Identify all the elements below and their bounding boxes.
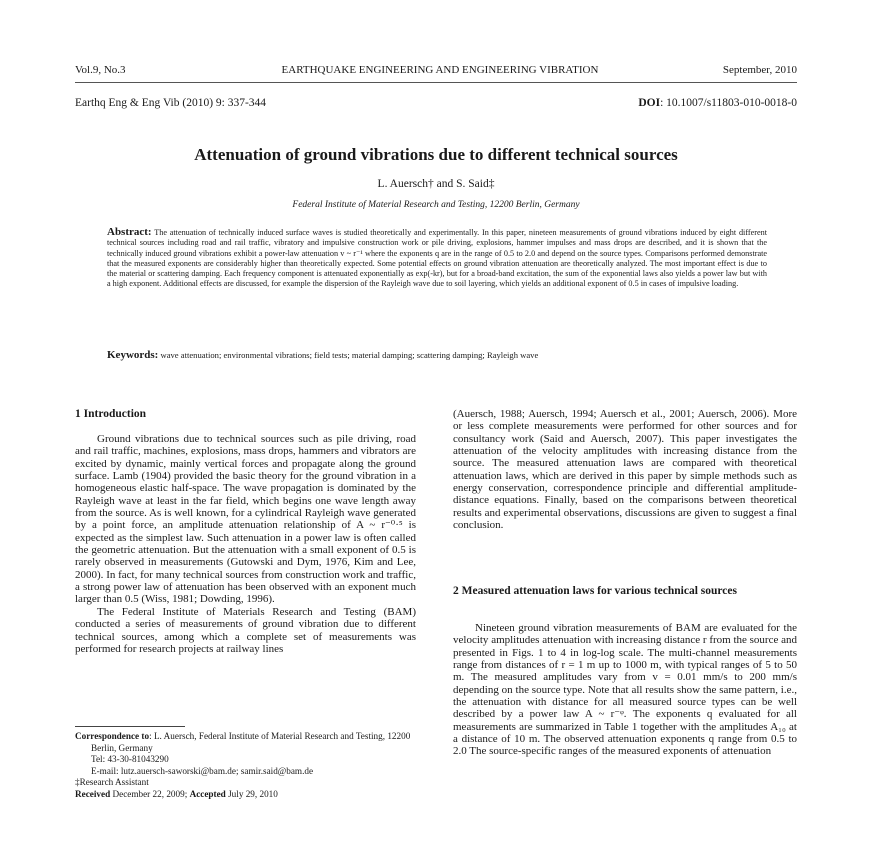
journal-volume: Vol.9, No.3: [75, 64, 126, 76]
received-label: Received: [75, 788, 111, 799]
received-date: December 22, 2009;: [110, 788, 190, 799]
accepted-date: July 29, 2010: [225, 788, 278, 799]
section-2-body: [453, 622, 797, 758]
doi: [638, 97, 797, 109]
abstract: [107, 227, 767, 290]
journal-name: EARTHQUAKE ENGINEERING AND ENGINEERING VIBRATION: [281, 64, 599, 76]
footnote-rule: [75, 726, 185, 727]
section-2-heading: 2 Measured attenuation laws for various technical sources: [453, 585, 737, 597]
citation: Earthq Eng & Eng Vib (2010) 9: 337-344: [75, 97, 267, 109]
keywords-label: Keywords:: [107, 349, 159, 361]
left-column-body: [75, 433, 416, 655]
telephone: Tel: 43-30-81043290: [91, 754, 169, 765]
right-column-continued: [453, 408, 797, 531]
intro-paragraph-2: The Federal Institute of Materials Research and Testing (BAM) conducted a series of measurements of ground vibration due to different technical sources, among which a complete set of measurements was performed for research projects at railway lines: [75, 605, 416, 655]
correspondence-note: [75, 731, 416, 754]
journal-date: September, 2010: [722, 64, 797, 76]
keywords: [107, 350, 767, 360]
abstract-label: Abstract:: [107, 226, 152, 238]
accepted-label: Accepted: [189, 788, 226, 799]
section-2-paragraph: Nineteen ground vibration measurements of BAM are evaluated for the velocity amplitudes attenuation with increasing distance r from the source and presented in Figs. 1 to 4 in log-log scale. The multi-channel measurements range from distances of r = 1 m up to 1000 m, with typical ranges of 5 to 50 m. The measured amplitudes vary from v = 0.01 mm/s to 200 mm/s depending on the source type. Note that all results show the same pattern, i.e., the attenuation with distance for all measured source types can be well described by a power law A ~ r⁻ᵠ. The exponents q evaluated for all measurements are summarized in Table 1 together with the amplitudes A₁₀ at a distance of 10 m. The observed attenuation exponents q range from 0.5 to 2.0 The source-specific ranges of the measured exponents of attenuation: [453, 622, 797, 758]
research-assistant-note: ‡Research Assistant: [75, 777, 149, 788]
paper-authors: L. Auersch† and S. Said‡: [377, 178, 495, 190]
correspondence-label: Correspondence to: [75, 731, 150, 741]
keywords-text: wave attenuation; environmental vibrations; field tests; material damping; scattering damping; Rayleigh wave: [160, 350, 539, 360]
footnotes: [75, 731, 416, 801]
correspondence-text: : L. Auersch, Federal Institute of Material Research and Testing, 12200 Berlin, Germany: [91, 731, 411, 753]
doi-label: DOI: [638, 97, 661, 109]
intro-paragraph-continued: (Auersch, 1988; Auersch, 1994; Auersch et al., 2001; Auersch, 2006). More or less complete measurements were performed for other sources and for consultancy work (Said and Auersch, 2007). This paper investigates the attenuation of the velocity amplitudes with increasing distance from the source. The measured attenuation laws are compared with theoretical attenuation laws, which are derived in this paper by simple methods such as energy conservation, correspondence principle and differential amplitude-distance equations. Finally, based on the comparisons between theoretical results and experimental observations, discussions are given to suggest a final conclusion.: [453, 408, 797, 532]
abstract-text: The attenuation of technically induced surface waves is studied theoretically and experimentally. In this paper, nineteen measurements of ground vibrations induced by eight different technical sources including road and rail traffic, vibratory and impulsive construction work or pile driving, explosions, hammer impulses and mass drops are described, and it is shown that the technically induced ground vibrations exhibit a power-law attenuation v ~ r⁻¹ where the exponents q are in the range of 0.5 to 2.0 and depend on the source types. Comparisons performed demonstrate that the measured exponents are considerably higher than theoretically expected. Some potential effects on ground vibration attenuation are theoretically analyzed. The most important effect is due to the material or scattering damping. Each frequency component is attenuated exponentially as exp(-kr), but for a broad-band excitation, the sum of the exponential laws also yields a power law but with a high exponent. Additional effects are discussed, for example the dispersion of the Rayleigh wave due to soil layering, which yields an additional exponent of 0.5 in cases of impulsive loading.: [107, 228, 767, 289]
section-1-heading: 1 Introduction: [75, 408, 147, 420]
paper-title: Attenuation of ground vibrations due to different technical sources: [194, 145, 678, 164]
doi-value[interactable]: : 10.1007/s11803-010-0018-0: [660, 97, 797, 109]
intro-paragraph-1: Ground vibrations due to technical sources such as pile driving, road and rail traffic, machines, explosions, mass drops, hammers and vibrators are excited by dynamic, mainly vertical forces and propagate along the ground surface. Lamb (1904) provided the basic theory for the ground vibration in a homogeneous elastic half-space. The wave propagation is dominated by the Rayleigh wave at least in the far field, which begins one wave length away from the source. As is well known, for a cylindrical Rayleigh wave generated by a point force, an amplitude attenuation relationship of A ~ r⁻⁰·⁵ is expected as the simplest law. Such attenuation in a power law is often called the geometric attenuation. But the attenuation with a small exponent of 0.5 is rarely observed in measurements (Gutowski and Dym, 1976, Kim and Lee, 2000). In fact, for many technical sources from construction work and traffic, a strong power law of attenuation has been observed with an exponent much larger than 0.5 (Wiss, 1981; Dowding, 1996).: [75, 433, 416, 606]
paper-affiliation: Federal Institute of Material Research and Testing, 12200 Berlin, Germany: [292, 200, 580, 210]
header-rule: [75, 82, 797, 83]
email[interactable]: E-mail: lutz.auersch-saworski@bam.de; samir.said@bam.de: [91, 765, 314, 776]
received-accepted: [75, 789, 416, 801]
